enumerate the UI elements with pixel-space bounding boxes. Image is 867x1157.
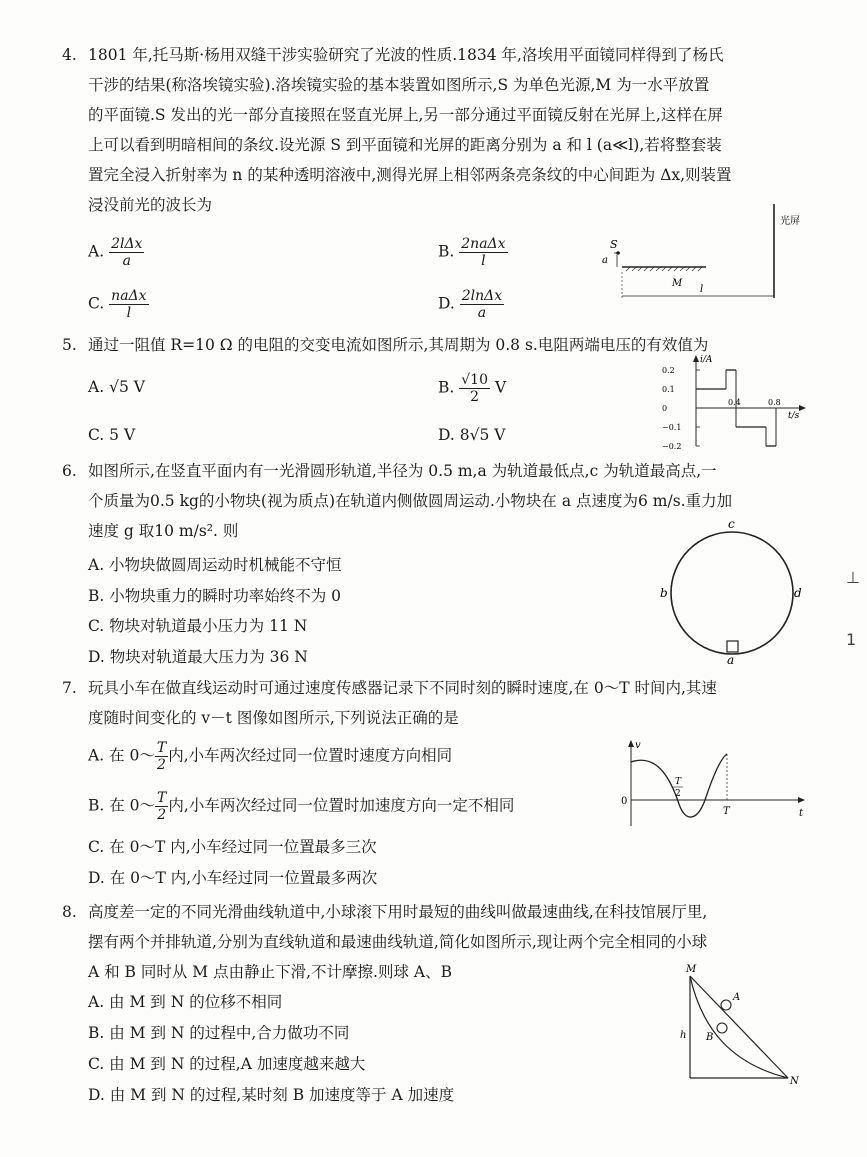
circular-track xyxy=(671,532,793,654)
half-T-num: T xyxy=(675,777,682,787)
question-number: 4. xyxy=(62,46,77,64)
q6-option-b[interactable]: B. 小物块重力的瞬时功率始终不为 0 xyxy=(88,587,342,605)
half-T-den: 2 xyxy=(675,789,681,799)
edge-mark: ⊥ xyxy=(846,568,860,587)
question-4-line: 置完全浸入折射率为 n 的某种透明溶液中,测得光屏上相邻两条亮条纹的中心间距为 Δx,则装置 xyxy=(88,166,732,184)
circular-track-figure xyxy=(656,516,806,666)
track-figure xyxy=(672,960,812,1090)
q7-option-b[interactable]: B. 在 0～ $\frac{T}{2}$ 内,小车两次经过同一位置时加速度方向一定不相同 xyxy=(88,790,515,823)
t-axis-label: t xyxy=(799,808,804,819)
question-7-line: 度随时间变化的 v－t 图像如图所示,下列说法正确的是 xyxy=(88,709,459,727)
point-c-label: c xyxy=(728,517,735,531)
question-number: 8. xyxy=(62,903,77,921)
q5-option-c[interactable]: C. 5 V xyxy=(88,426,136,444)
point-M-label: M xyxy=(686,964,697,975)
y-tick-label: 0 xyxy=(662,404,668,413)
question-number: 7. xyxy=(62,679,77,697)
question-5-line: 通过一阻值 R=10 Ω 的电阻的交变电流如图所示,其周期为 0.8 s.电阻两端电压的有效值为 xyxy=(88,336,709,354)
height-label: h xyxy=(680,1030,687,1041)
q4-option-b[interactable]: B. $\frac{\text{2naΔx}}{l}$ xyxy=(438,236,506,269)
y-tick-label: −0.2 xyxy=(662,442,682,451)
question-6-line: 个质量为0.5 kg的小物块(视为质点)在轨道内侧做圆周运动.小物块在 a 点速度为6 m/s.重力加 xyxy=(88,492,733,510)
question-4-line: 浸没前光的波长为 xyxy=(88,196,213,214)
question-4 xyxy=(62,40,808,220)
question-8-line: A 和 B 同时从 M 点由静止下滑,不计摩擦.则球 A、B xyxy=(88,963,452,981)
edge-mark: 1 xyxy=(846,630,857,649)
question-7-line: 玩具小车在做直线运动时可通过速度传感器记录下不同时刻的瞬时速度,在 0～T 时间内,其速 xyxy=(88,679,717,697)
current-time-chart xyxy=(660,352,810,452)
q4-option-d[interactable]: D. $\frac{2\ln\Delta x}{a}$ xyxy=(438,288,503,321)
ball-B xyxy=(717,1023,727,1033)
distance-l-label: l xyxy=(700,284,704,295)
q8-option-c[interactable]: C. 由 M 到 N 的过程,A 加速度越来越大 xyxy=(88,1055,366,1073)
q6-option-d[interactable]: D. 物块对轨道最大压力为 36 N xyxy=(88,648,308,666)
x-tick-label: 0.8 xyxy=(768,398,781,407)
t-T-label: T xyxy=(723,806,730,817)
q6-option-a[interactable]: A. 小物块做圆周运动时机械能不守恒 xyxy=(88,556,342,574)
q8-option-d[interactable]: D. 由 M 到 N 的过程,某时刻 B 加速度等于 A 加速度 xyxy=(88,1086,455,1104)
mirror-label: M xyxy=(672,278,683,289)
point-b-label: b xyxy=(660,586,668,600)
question-6-line: 速度 g 取10 m/s². 则 xyxy=(88,522,239,540)
q5-option-d[interactable]: D. 8√5 V xyxy=(438,426,506,444)
question-4-line: 的平面镜.S 发出的光一部分直接照在竖直光屏上,另一部分通过平面镜反射在光屏上,这样在屏 xyxy=(88,106,723,124)
y-tick-label: 0.1 xyxy=(662,385,675,394)
question-4-line: 1801 年,托马斯·杨用双缝干涉实验研究了光波的性质.1834 年,洛埃用平面镜同样得到了杨氏 xyxy=(88,46,724,64)
point-N-label: N xyxy=(790,1076,799,1087)
velocity-time-figure xyxy=(615,736,810,828)
v-axis-label: v xyxy=(635,740,641,751)
q5-option-b[interactable]: B. $\frac{√10}{2}$ V xyxy=(438,372,507,405)
y-axis-arrow xyxy=(693,355,699,362)
question-number: 6. xyxy=(62,462,77,480)
ball-B-label: B xyxy=(706,1032,714,1043)
ball-A-label: A xyxy=(733,992,741,1003)
lloyd-mirror-figure xyxy=(596,200,806,312)
y-axis-label: i/A xyxy=(700,355,713,365)
y-tick-label: 0.2 xyxy=(662,366,675,375)
question-7 xyxy=(62,673,808,733)
q4-option-a[interactable]: A. $\frac{\text{2lΔx}}{a}$ xyxy=(88,236,143,269)
x-tick-label: 0.4 xyxy=(728,398,741,407)
question-6-line: 如图所示,在竖直平面内有一光滑圆形轨道,半径为 0.5 m,a 为轨道最低点,c 为轨道最高点,一 xyxy=(88,462,717,480)
x-axis-label: t/s xyxy=(788,411,800,421)
q6-option-c[interactable]: C. 物块对轨道最小压力为 11 N xyxy=(88,617,308,635)
source-label: S xyxy=(610,238,618,251)
q5-option-a[interactable]: A. √5 V xyxy=(88,378,145,396)
point-d-label: d xyxy=(794,586,802,600)
q8-option-a[interactable]: A. 由 M 到 N 的位移不相同 xyxy=(88,993,283,1011)
question-8-line: 摆有两个并排轨道,分别为直线轨道和最速曲线轨道,简化如图所示,现让两个完全相同的小球 xyxy=(88,933,708,951)
q7-option-c[interactable]: C. 在 0～T 内,小车经过同一位置最多三次 xyxy=(88,838,377,856)
y-tick-label: −0.1 xyxy=(662,423,682,432)
origin-label: 0 xyxy=(621,796,628,807)
point-a-label: a xyxy=(727,653,735,666)
screen-label: 光屏 xyxy=(780,216,800,227)
ball-A xyxy=(721,1000,731,1010)
q7-option-d[interactable]: D. 在 0～T 内,小车经过同一位置最多两次 xyxy=(88,869,378,887)
distance-a-label: a xyxy=(602,255,608,266)
q7-option-a[interactable]: A. 在 0～ $\frac{T}{2}$ 内,小车两次经过同一位置时速度方向相同 xyxy=(88,740,453,773)
question-4-line: 上可以看到明暗相间的条纹.设光源 S 到平面镜和光屏的距离分别为 a 和 l (a≪l),若将整套装 xyxy=(88,136,722,154)
x-axis-arrow xyxy=(799,405,806,411)
question-8-line: 高度差一定的不同光滑曲线轨道中,小球滚下用时最短的曲线叫做最速曲线,在科技馆展厅里, xyxy=(88,903,708,921)
block xyxy=(727,641,738,652)
question-4-line: 干涉的结果(称洛埃镜实验).洛埃镜实验的基本装置如图所示,S 为单色光源,M 为一水平放置 xyxy=(88,76,710,94)
q8-option-b[interactable]: B. 由 M 到 N 的过程中,合力做功不同 xyxy=(88,1024,350,1042)
q4-option-c[interactable]: C. $\frac{\text{naΔx}}{l}$ xyxy=(88,288,147,321)
question-number: 5. xyxy=(62,336,77,354)
